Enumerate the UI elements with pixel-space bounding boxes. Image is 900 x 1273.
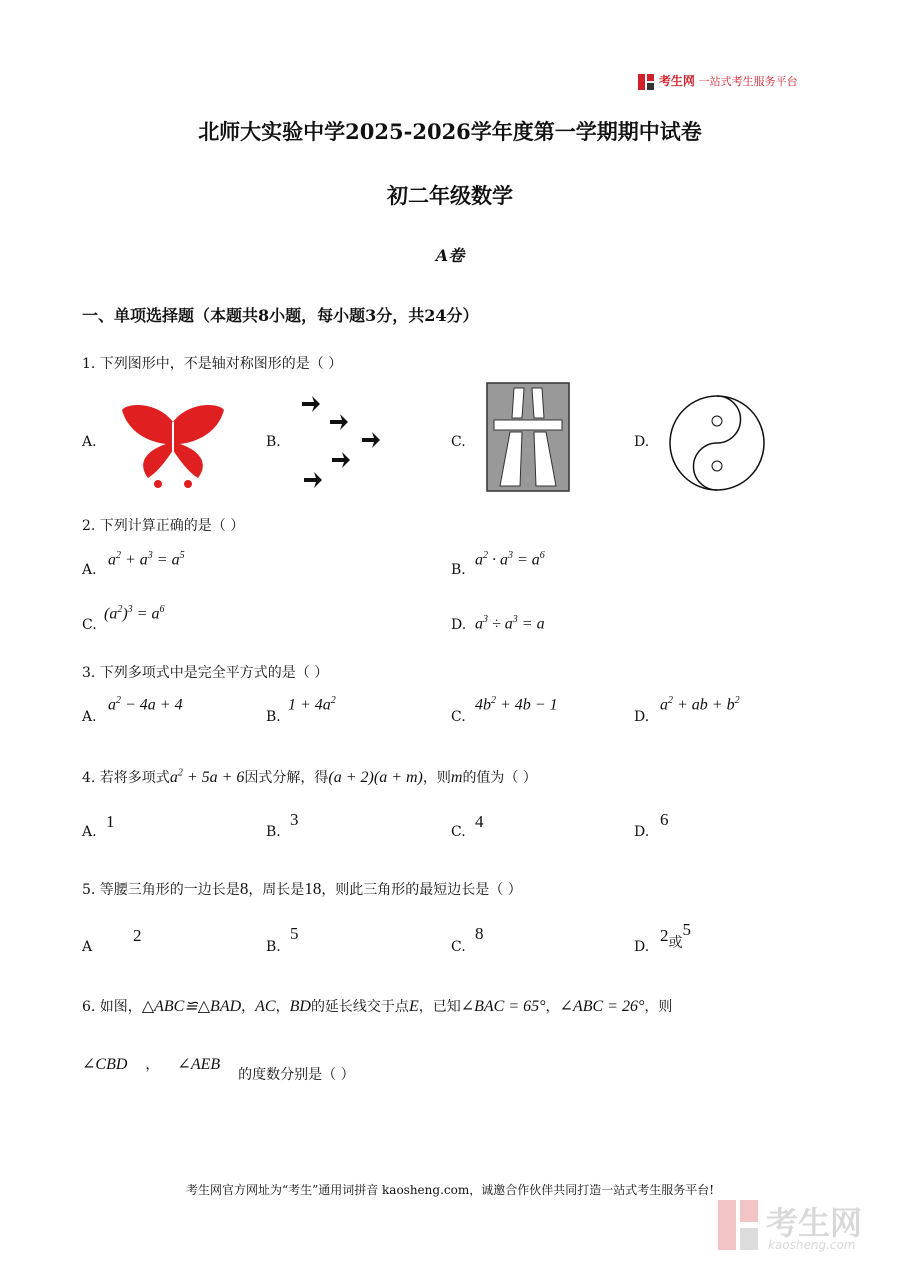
q5-option-c-label: C. <box>451 939 466 955</box>
q2-option-c-label: C. <box>82 617 97 633</box>
q4-option-a-value: 1 <box>106 812 115 831</box>
q3-option-d-label: D. <box>634 709 650 725</box>
q5-p3: ，则此三角形的最短边长是（ ） <box>321 882 522 898</box>
brand-slogan: 一站式考生服务平台 <box>698 75 798 88</box>
q5-option-c-value: 8 <box>475 924 484 943</box>
highway-sign-icon <box>486 382 570 492</box>
brand-name: 考生网 <box>658 74 695 88</box>
q3-option-c-label: C. <box>451 709 466 725</box>
yin-yang-icon <box>668 394 766 492</box>
q2-option-d-formula: $a^3 \div a^3 = a$ <box>475 614 545 633</box>
q6-angle-cbd: ∠CBD <box>82 1056 128 1073</box>
question-1-stem: 1. 下列图形中，不是轴对称图形的是（ ） <box>82 356 343 372</box>
q2-option-a-label: A. <box>82 562 97 578</box>
butterfly-icon <box>118 402 228 492</box>
q3-option-b-label: B. <box>266 709 281 725</box>
q5-d-val1: 2 <box>660 926 669 945</box>
q6-angle-aeb: ∠AEB <box>177 1056 221 1073</box>
q5-p1: 5. 等腰三角形的一边长是 <box>82 882 240 898</box>
q4-option-c-value: 4 <box>475 812 484 831</box>
plane-arrows-icon <box>298 394 386 494</box>
q6-angle-bac: ∠BAC = 65° <box>460 998 546 1015</box>
q6-ac: AC <box>255 998 276 1015</box>
q5-perimeter: 18 <box>304 879 322 898</box>
q4-option-c-label: C. <box>451 824 466 840</box>
q1-option-b-label: B. <box>266 434 281 450</box>
question-6-stem-line2 <box>82 1054 355 1083</box>
q2-option-d-label: D. <box>451 617 467 633</box>
volume-label: A卷 <box>435 246 465 265</box>
brand-watermark-name: 考生网 <box>766 1204 863 1242</box>
q5-option-b-value: 5 <box>290 924 299 943</box>
q6-known: ，已知 <box>418 999 461 1015</box>
q6-comma: ， <box>241 999 256 1015</box>
question-2-stem: 2. 下列计算正确的是（ ） <box>82 518 245 534</box>
q6-bd: BD <box>289 998 311 1015</box>
q3-option-c-formula: $4b^2 + 4b - 1$ <box>475 695 558 714</box>
q4-option-d-label: D. <box>634 824 650 840</box>
q4-end: 的值为（ ） <box>462 770 537 786</box>
page-subtitle: 初二年级数学 <box>387 183 513 208</box>
question-3-stem: 3. 下列多项式中是完全平方式的是（ ） <box>82 665 329 681</box>
q4-option-a-label: A. <box>82 824 97 840</box>
footer-text: 考生网官方网址为“考生”通用词拼音 kaosheng.com，诚邀合作伙伴共同打造一站式考生服务平台! <box>185 1183 715 1197</box>
q6-comma: ， <box>145 1057 160 1073</box>
q1-option-c-label: C. <box>451 434 466 450</box>
q4-var: m <box>450 769 463 786</box>
q3-option-a-label: A. <box>82 709 97 725</box>
brand-logo-top <box>637 72 798 91</box>
q2-option-a-formula: $a^2 + a^3 = a^5$ <box>108 550 185 569</box>
q4-option-d-value: 6 <box>660 810 669 829</box>
q5-d-val2: 5 <box>682 920 691 939</box>
q3-option-d-formula: $a^2$ + ab + $b^2$ <box>660 695 740 714</box>
q6-end: 的度数分别是（ ） <box>238 1067 355 1083</box>
q3-option-b-formula: $1 + 4a^2$ <box>288 695 336 714</box>
q5-side-length: 8 <box>239 879 249 898</box>
q5-option-d-label: D. <box>634 939 650 955</box>
q6-angle-abc: ∠ABC = 26° <box>559 998 645 1015</box>
q3-option-a-formula: $a^2 - 4a + 4$ <box>108 695 183 714</box>
q5-option-a-value: 2 <box>133 926 142 945</box>
brand-watermark <box>716 1196 886 1260</box>
q6-comma: ， <box>275 999 290 1015</box>
q5-d-or: 或 <box>668 935 683 951</box>
q5-option-b-label: B. <box>266 939 281 955</box>
question-5-stem <box>82 879 522 899</box>
q4-option-b-value: 3 <box>290 810 299 829</box>
question-4-stem <box>82 767 537 787</box>
brand-watermark-domain: kaosheng.com <box>768 1238 856 1252</box>
q6-then: ，则 <box>644 999 673 1015</box>
brand-logo-icon <box>637 73 655 91</box>
q6-mid: 的延长线交于点 <box>310 999 409 1015</box>
q4-mid: 因式分解，得 <box>244 770 329 786</box>
q6-point-e: E <box>408 998 419 1015</box>
q6-congruence: △ABC≌△BAD <box>141 998 242 1015</box>
q2-option-b-formula: $a^2 \cdot a^3 = a^6$ <box>475 550 545 569</box>
q2-option-b-label: B. <box>451 562 466 578</box>
q6-comma: ， <box>545 999 560 1015</box>
q4-factored: (a + 2)(a + m) <box>328 769 423 786</box>
q6-prefix: 6. 如图， <box>82 999 142 1015</box>
q4-polynomial: $a^2 + 5a + 6$ <box>169 767 245 786</box>
q5-option-a-label: A <box>82 939 93 955</box>
q1-option-a-label: A. <box>82 434 97 450</box>
q5-option-d-value <box>660 920 691 951</box>
q4-option-b-label: B. <box>266 824 281 840</box>
q2-option-c-formula: $(a^2)^3 = a^6$ <box>104 604 165 623</box>
q4-suffix: ，则 <box>422 770 451 786</box>
q4-prefix: 4. 若将多项式 <box>82 770 170 786</box>
q1-option-d-label: D. <box>634 434 650 450</box>
section-title: 一、单项选择题（本题共8小题，每小题3分，共24分） <box>82 306 479 325</box>
page-title: 北师大实验中学2025-2026学年度第一学期期中试卷 <box>198 119 702 144</box>
q5-p2: ，周长是 <box>248 882 305 898</box>
question-6-stem <box>82 996 672 1016</box>
